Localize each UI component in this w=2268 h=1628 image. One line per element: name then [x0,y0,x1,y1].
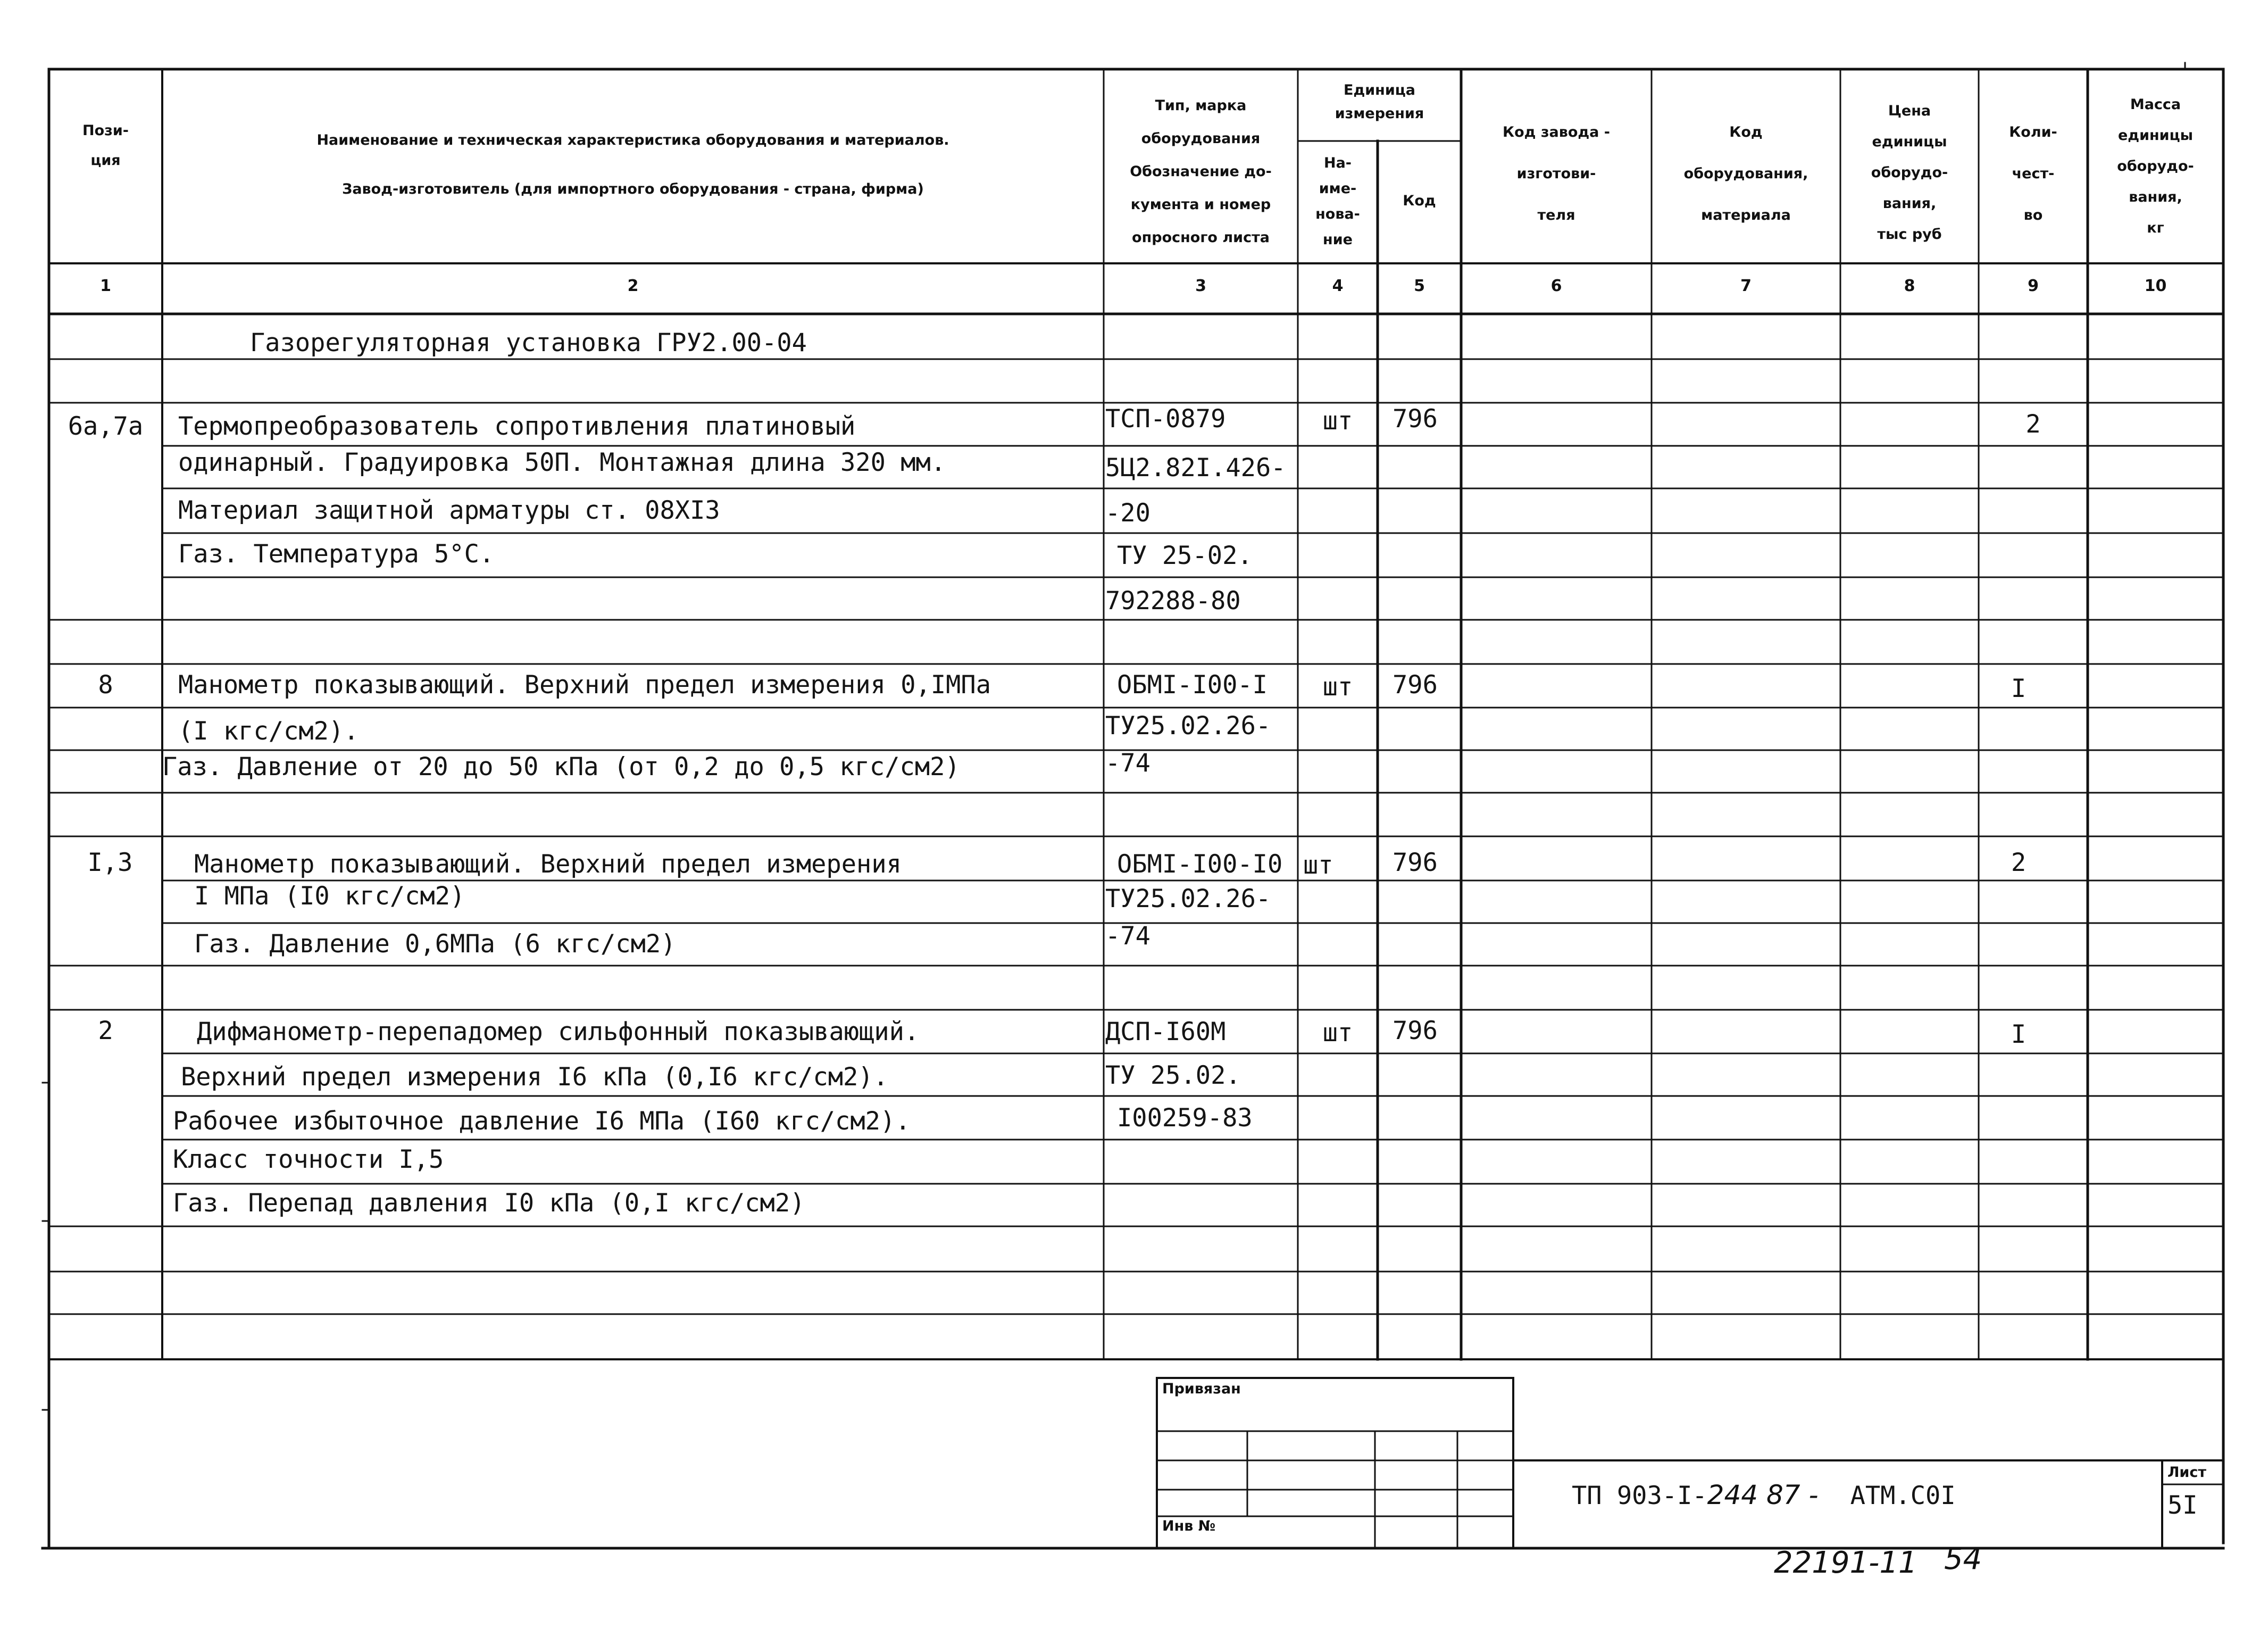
header-unit-name: На- име- нова- ние [1315,155,1360,248]
table-row-name: Газ. Давление от 20 до 50 кПа (от 0,2 до 0,5 кгс/см2) [162,752,960,782]
column-number: 9 [2028,277,2039,295]
table-row-type: ОБМI-I00-I0 [1117,850,1283,879]
table-row-type: 792288-80 [1105,586,1241,616]
header-unit-code: Код [1403,193,1436,209]
header-factory-code: Код завода - изготови- теля [1503,124,1610,223]
sheet-number: 5I [2167,1491,2198,1520]
table-row-name: Газ. Давление 0,6МПа (6 кгс/см2) [194,929,676,959]
table-row-name: Верхний предел измерения I6 кПа (0,I6 кгс/см2). [181,1062,888,1092]
column-number: 1 [100,277,111,295]
table-row-position: 2 [98,1016,113,1045]
table-row-code: 796 [1393,848,1438,877]
header-name: Наименование и техническая характеристика оборудования и материалов. Завод-изготовитель (для импортного оборудования - страна, фирма) [316,132,949,197]
table-row-unit: шт [1322,406,1353,436]
table-row-type: ТСП-0879 [1105,404,1226,434]
header-equipment-code: Код оборудования, материала [1683,124,1808,223]
table-row-code: 796 [1393,670,1438,700]
table-row-name: Манометр показывающий. Верхний предел измерения 0,IМПа [178,670,991,700]
table-row-quantity: 2 [2011,848,2027,877]
column-number: 7 [1740,277,1752,295]
table-row-name: Дифманометр-перепадомер сильфонный показывающий. [197,1017,920,1046]
column-number: 10 [2144,277,2167,295]
table-row-position: 8 [98,670,113,700]
table-row-name: Термопреобразователь сопротивления платиновый [178,412,856,441]
table-row-type: ТУ25.02.26- [1105,711,1271,741]
table-row-name: Класс точности I,5 [173,1145,444,1174]
header-mass: Масса единицы оборудо- вания, кг [2117,96,2194,236]
header-position: Пози- ция [82,122,129,169]
table-row-position: 6а,7а [68,412,144,441]
table-row-name: (I кгс/см2). [178,717,359,746]
table-row-name: Газ. Температура 5°С. [178,539,495,569]
table-row-name: I МПа (I0 кгс/см2) [194,882,465,911]
table-row-type: ОБМI-I00-I [1117,670,1268,700]
table-row-type: ДСП-I60М [1105,1017,1226,1046]
table-row-type: -74 [1105,749,1150,778]
table-row-quantity: I [2011,1020,2027,1049]
stamp-inventory-number: Инв № [1162,1518,1216,1534]
table-row-type: -20 [1105,499,1150,528]
column-number: 2 [627,277,639,295]
table-row-unit: шт [1322,672,1353,702]
archive-number: 22191-11 [1774,1546,1917,1580]
column-number: 5 [1414,277,1425,295]
table-row-unit: шт [1322,1018,1353,1048]
table-row-type: -74 [1105,921,1150,951]
header-type: Тип, марка оборудования Обозначение до- кумента и номер опросного листа [1130,97,1272,246]
table-row-type: ТУ 25-02. [1117,541,1253,570]
table-row-name: Материал защитной арматуры ст. 08XI3 [178,496,720,525]
column-number: 6 [1550,277,1562,295]
table-row-name: одинарный. Градуировка 50П. Монтажная длина 320 мм. [178,448,946,477]
table-row-name: Рабочее избыточное давление I6 МПа (I60 кгс/см2). [173,1107,911,1136]
section-title: Газорегуляторная установка ГРУ2.00-04 [250,328,807,358]
table-row-name: Газ. Перепад давления I0 кПа (0,I кгс/см2) [173,1189,805,1218]
page-number: 54 [1944,1542,1982,1576]
header-price: Цена единицы оборудо- вания, тыс руб [1871,103,1948,243]
document-code: ТП 903-I-244 87 - АТМ.С0I [1572,1480,1956,1510]
column-number: 4 [1332,277,1344,295]
sheet-label: Лист [2167,1464,2206,1481]
document-code-handwritten: 244 87 - [1707,1480,1819,1510]
table-row-type: 5Ц2.82I.426- [1105,453,1286,483]
table-row-quantity: I [2011,674,2027,703]
table-row-type: ТУ 25.02. [1105,1061,1241,1090]
table-row-quantity: 2 [2025,410,2041,439]
table-row-name: Манометр показывающий. Верхний предел измерения [194,850,902,879]
table-row-code: 796 [1393,404,1438,434]
header-quantity: Коли- чест- во [2009,124,2057,223]
header-unit-group: Единица измерения [1335,82,1424,122]
column-number: 8 [1904,277,1915,295]
table-row-unit: шт [1303,851,1333,880]
stamp-privyazan: Привязан [1162,1381,1241,1397]
table-row-code: 796 [1393,1016,1438,1045]
table-row-position: I,3 [87,848,133,877]
column-number: 3 [1195,277,1206,295]
table-row-type: I00259-83 [1117,1103,1253,1133]
table-row-type: ТУ25.02.26- [1105,884,1271,913]
